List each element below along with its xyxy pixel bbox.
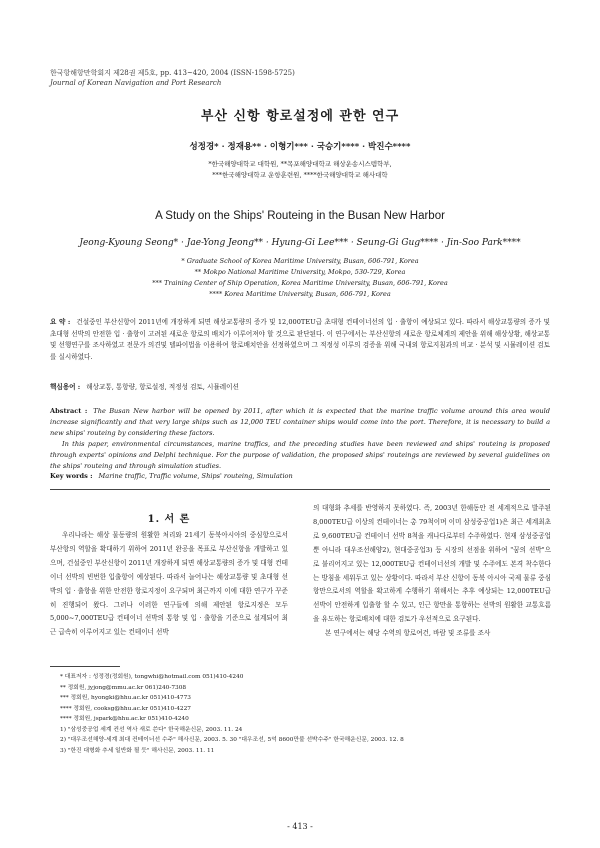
footnote: *** 정회원, hyongki@hhu.ac.kr 051)410-4773 <box>60 695 191 701</box>
section-divider <box>50 489 550 490</box>
abstract-en-p1: The Busan New harbor will be opened by 2011, after which it is expected that the marine traffic volume around this area would increase significantly and that very large ships such as 12,000 TEU container ships would come into the port. Therefore, it is necessary to build a new ships' routeing by considering these factors. <box>50 407 550 437</box>
authors-en: Jeong-Kyoung Seong* · Jae-Yong Jeong** · Hyung-Gi Lee*** · Seung-Gi Gug**** · Jin-Soo Park**** <box>79 238 521 248</box>
affiliations-ko <box>0 159 600 181</box>
abstract-en <box>50 406 550 472</box>
keywords-ko-label: 핵심용어 : <box>50 383 81 391</box>
footnotes <box>60 672 540 756</box>
footnote: 3) "한진 대형화 추세 일반화 될 듯" 해사신문, 2003. 11. 11 <box>60 747 215 754</box>
affiliation-line: * Graduate School of Korea Maritime University, Busan, 606-791, Korea <box>181 257 419 265</box>
paper-title-en: A Study on the Ships' Routeing in the Busan New Harbor <box>155 210 445 222</box>
affiliation-line: ** Mokpo National Maritime University, Mokpo, 530-729, Korea <box>194 268 406 276</box>
section-1-title: 1. 서 론 <box>147 514 191 525</box>
abstract-ko <box>50 317 550 363</box>
keywords-ko-text: 해상교통, 통항량, 항로설정, 적정성 검토, 시뮬레이션 <box>86 383 239 391</box>
journal-name-en: Journal of Korean Navigation and Port Research <box>50 79 222 87</box>
affiliation-line: ***한국해양대학교 운항훈련원, ****한국해양대학교 해사대학 <box>212 171 388 179</box>
abstract-en-p2: In this paper, environmental circumstances, marine traffics, and the preceding studies have been reviewed and ships' routeing is proposed through experts' opinions and Delphi technique. For the purpose of validation, the proposed ships' routeings are reviewed by several guidelines on the ships' routeing and through simulation studies. <box>50 440 550 470</box>
abstract-ko-text: 건설중인 부산신항이 2011년에 개장하게 되면 해상교통량의 증가 및 12,000TEU급 초대형 컨테이너선의 입 · 출항이 예상되고 있다. 따라서 해상교통량의 증가 및 초대형 선박의 안전한 입 · 출항이 고려된 새로운 항로의 배치가 이루어져야 할 것으로 판단된다. 이 연구에서는 부산신항의 새로운 항로체계의 제안을 위해 해상상황, 해상교통 및 선행연구를 조사하였고 전문가 의견및 델파이법을 이용하여 항로배치안을 선정하였으며 그 적정성 이루의 검증을 위해 국내외 항로지침과의 비교 · 분석 및 시뮬레이션 검토를 실시하였다. <box>50 318 551 361</box>
abstract-ko-label: 요 약 : <box>50 318 71 326</box>
keywords-en-text: Marine traffic, Traffic volume, Ships' routeing, Simulation <box>98 472 293 480</box>
journal-header <box>50 68 295 88</box>
page-number: - 413 - <box>287 822 313 831</box>
keywords-en-label: Key words : <box>50 472 93 480</box>
body-column-left: 우리나라는 해상 물동량의 원활한 처리와 21세기 동북아시아의 중심항으로서 부산항의 역할을 확대하기 위하여 2011년 완공을 목표로 부산신항을 개발하고 있으며, 건설중인 부산신항이 2011년 개장하게 되면 해상교통량의 증가 및 대형 컨테이너 선박의 빈번한 입출항이 예상된다. 따라서 늘어나는 해상교통량 및 초대형 선박의 입 · 출항을 위한 안전한 항로지정이 요구되며 최근까지 이에 대한 연구가 꾸준히 진행되어 왔다. 그러나 이러한 연구들에 의해 제안된 항로지정은 모두 5,000~7,000TEU급 컨테이너 선박의 통항 및 입 · 출항을 기준으로 설계되어 최근 급속히 이루어지고 있는 컨테이너 선박 <box>50 531 288 637</box>
footnote: **** 정회원, cooksg@hhu.ac.kr 051)410-4227 <box>60 705 191 712</box>
affiliations-en <box>0 256 600 300</box>
journal-citation: 한국항해항만학회지 제28권 제5호, pp. 413~420, 2004 (ISSN-1598-5725) <box>50 69 295 77</box>
abstract-en-label: Abstract : <box>50 407 88 415</box>
affiliation-line: *한국해양대학교 대학원, **목포해양대학교 해상운송시스템학부, <box>208 160 392 168</box>
affiliation-line: **** Korea Maritime University, Busan, 606-791, Korea <box>209 290 391 298</box>
footnote-divider <box>50 666 120 667</box>
keywords-ko <box>50 382 550 394</box>
authors-ko: 성정경* · 정재용** · 이형기*** · 국승기**** · 박진수**** <box>189 142 411 152</box>
affiliation-line: *** Training Center of Ship Operation, Korea Maritime University, Busan, 606-791, Korea <box>152 279 448 287</box>
body-paragraph: 의 대형화 추세를 반영하지 못하였다. 즉, 2003년 한해동안 전 세계적으로 발주된 8,000TEU급 이상의 컨테이너는 총 79척이며 이미 삼성중공업1)은 최근 세계최초로 9,600TEU급 컨테이너 선박 8척을 캐나다로부터 수주하였다. 현재 삼성중공업뿐 아니라 대우조선해양2), 현대중공업3) 등 시장의 선점을 위하여 "꿈의 선박"으로 불리어지고 있는 12,000TEU급 컨테이너선의 개발 및 수주에도 본격 착수한다는 방침을 세워두고 있는 상황이다. 따라서 부산 신항이 동북 아시아 국제 물류 중심 항만으로서의 역할을 확고하게 수행하기 위해서는 추후 예상되는 12,000TEU급 선박이 안전하게 입출항 할 수 있고, 인근 항만을 통항하는 선박의 원활한 교통흐름을 유도하는 항로배치에 대한 검토가 우선적으로 요구된다. <box>313 504 551 624</box>
footnote: * 대표저자 : 성정경(정회원), tongwhi@hotmail.com 051)410-4240 <box>60 674 244 680</box>
body-paragraph: 본 연구에서는 해당 수역의 항로여건, 바람 및 조류를 조사 <box>325 629 491 638</box>
footnote: 1) "삼성중공업 세계 컨선 역사 새로 쓴다" 한국해운신문, 2003. 11. 24 <box>60 726 243 733</box>
footnote: ** 정회원, jyjong@mmu.ac.kr 061)240-7308 <box>60 684 187 691</box>
footnote: **** 정회원, jspark@hhu.ac.kr 051)410-4240 <box>60 716 189 722</box>
keywords-en <box>50 471 550 483</box>
footnote: 2) "대우조선해양-세계 최대 컨테이너선 수주" 해사신문, 2003. 5. 30 "대우조선, 5억 8600만불 선박수주" 한국해운신문, 2003. 12. 8 <box>60 737 404 743</box>
body-column-right <box>313 502 551 641</box>
paper-title-ko: 부산 신항 항로설정에 관한 연구 <box>200 109 400 124</box>
